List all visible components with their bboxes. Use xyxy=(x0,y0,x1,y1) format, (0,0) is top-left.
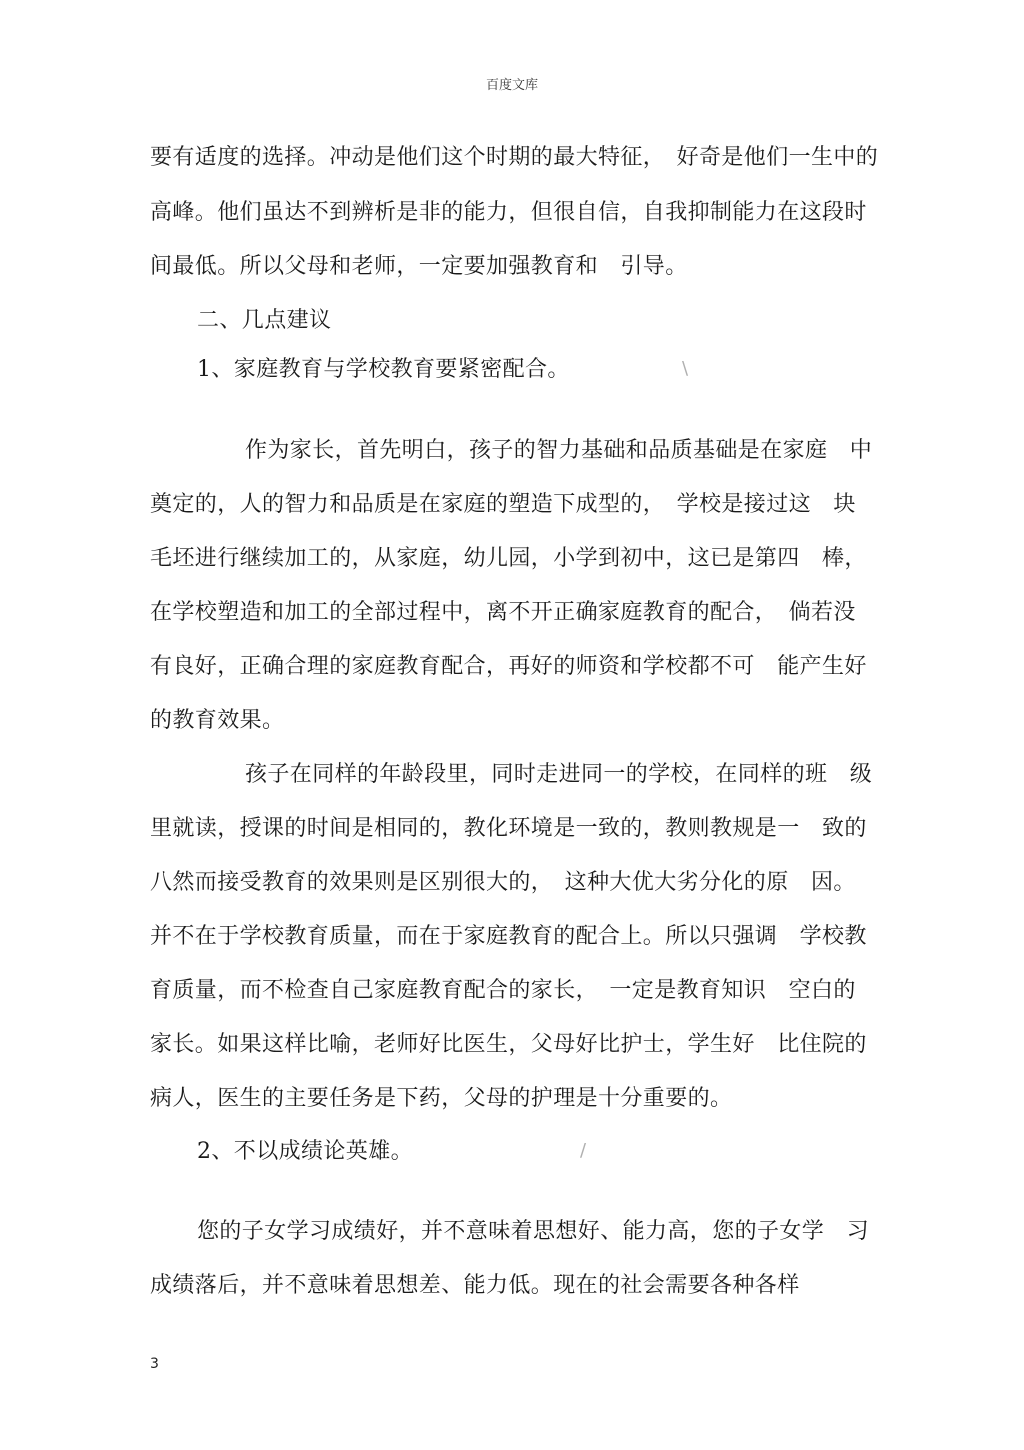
paragraph-line: 作为家长，首先明白，孩子的智力基础和品质基础是在家庭 中 xyxy=(245,438,873,463)
page-number: 3 xyxy=(150,1356,159,1372)
paragraph-line: 病人，医生的主要任务是下药，父母的护理是十分重要的。 xyxy=(150,1086,733,1111)
paragraph-line: 孩子在同样的年龄段里，同时走进同一的学校，在同样的班 级 xyxy=(245,762,873,787)
paragraph-line: 有良好，正确合理的家庭教育配合，再好的师资和学校都不可 能产生好 xyxy=(150,654,867,679)
paragraph-line: 育质量，而不检查自己家庭教育配合的家长， 一定是教育知识 空白的 xyxy=(150,978,856,1003)
paragraph-line: 奠定的，人的智力和品质是在家庭的塑造下成型的， 学校是接过这 块 xyxy=(150,492,856,517)
subsection-heading: 2、不以成绩论英雄。 xyxy=(197,1139,413,1164)
stray-mark: / xyxy=(580,1140,587,1161)
paragraph-line: 您的子女学习成绩好，并不意味着思想好、能力高，您的子女学 习 xyxy=(197,1219,870,1244)
paragraph-line: 里就读，授课的时间是相同的，教化环境是一致的，教则教规是一 致的 xyxy=(150,816,867,841)
paragraph-line: 家长。如果这样比喻，老师好比医生，父母好比护士，学生好 比住院的 xyxy=(150,1032,867,1057)
paragraph-line: 的教育效果。 xyxy=(150,708,285,733)
paragraph-line: 间最低。所以父母和老师，一定要加强教育和 引导。 xyxy=(150,254,688,279)
section-heading: 二、几点建议 xyxy=(197,308,332,333)
page-header: 百度文库 xyxy=(485,78,538,93)
stray-mark: \ xyxy=(682,358,689,379)
paragraph-line: 成绩落后，并不意味着思想差、能力低。现在的社会需要各种各样 xyxy=(150,1273,800,1298)
paragraph-line: 在学校塑造和加工的全部过程中，离不开正确家庭教育的配合， 倘若没 xyxy=(150,600,856,625)
paragraph-line: 并不在于学校教育质量，而在于家庭教育的配合上。所以只强调 学校教 xyxy=(150,924,867,949)
paragraph-line: 高峰。他们虽达不到辨析是非的能力，但很自信，自我抑制能力在这段时 xyxy=(150,200,867,225)
paragraph-line: 八然而接受教育的效果则是区别很大的， 这种大优大劣分化的原 因。 xyxy=(150,870,856,895)
paragraph-line: 毛坯进行继续加工的，从家庭，幼儿园，小学到初中，这已是第四 棒， xyxy=(150,546,867,571)
paragraph-line: 要有适度的选择。冲动是他们这个时期的最大特征， 好奇是他们一生中的 xyxy=(150,145,879,170)
subsection-heading: 1、家庭教育与学校教育要紧密配合。 xyxy=(197,357,570,382)
